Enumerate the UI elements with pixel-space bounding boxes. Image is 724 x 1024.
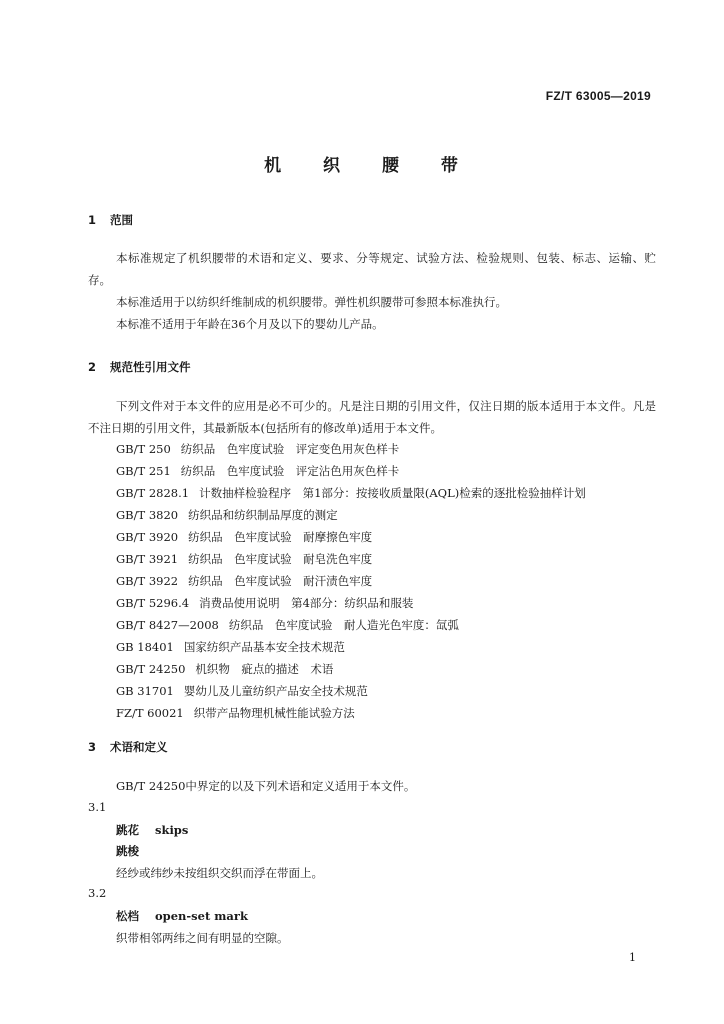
section-title: 规范性引用文件: [110, 360, 191, 374]
term-definition: 织带相邻两纬之间有明显的空隙。: [116, 931, 289, 945]
section-title: 术语和定义: [110, 740, 168, 754]
section-title: 范围: [110, 213, 133, 227]
reference-item: GB/T 5296.4 消费品使用说明 第4部分：纺织品和服装: [116, 596, 414, 610]
section-number: 1: [88, 213, 97, 227]
reference-item: GB 18401 国家纺织产品基本安全技术规范: [116, 640, 345, 654]
reference-item: GB/T 2828.1 计数抽样检验程序 第1部分：按接收质量限(AQL)检索的逐批检验抽样计划: [116, 486, 586, 500]
section-heading-scope: [88, 212, 133, 228]
standard-number: FZ/T 63005—2019: [545, 89, 651, 103]
reference-item: GB/T 3921 纺织品 色牢度试验 耐皂洗色牢度: [116, 552, 373, 566]
page-number: 1: [629, 951, 636, 964]
term-number: 3.2: [88, 886, 107, 900]
section-number: 2: [88, 360, 97, 374]
scope-paragraph-3: 本标准不适用于年龄在36个月及以下的婴幼儿产品。: [116, 317, 384, 331]
reference-item: GB/T 251 纺织品 色牢度试验 评定沾色用灰色样卡: [116, 464, 400, 478]
reference-item: GB/T 3920 纺织品 色牢度试验 耐摩擦色牢度: [116, 530, 373, 544]
terms-intro-paragraph: GB/T 24250中界定的以及下列术语和定义适用于本文件。: [116, 779, 416, 793]
term-definition: 经纱或纬纱未按组织交织而浮在带面上。: [116, 866, 323, 880]
scope-paragraph-2: 本标准适用于以纺织纤维制成的机织腰带。弹性机织腰带可参照本标准执行。: [116, 295, 507, 309]
reference-item: GB/T 250 纺织品 色牢度试验 评定变色用灰色样卡: [116, 442, 400, 456]
reference-item: GB/T 8427—2008 纺织品 色牢度试验 耐人造光色牢度：氙弧: [116, 618, 459, 632]
reference-item: GB/T 24250 机织物 疵点的描述 术语: [116, 662, 334, 676]
section-heading-refs: [88, 359, 191, 375]
term-heading: 松档 open-set mark: [116, 909, 248, 923]
term-alternate: 跳梭: [116, 844, 139, 858]
scope-paragraph-1: 本标准规定了机织腰带的术语和定义、要求、分等规定、试验方法、检验规则、包装、标志、运输、贮存。: [88, 251, 656, 287]
section-number: 3: [88, 740, 97, 754]
document-title: 机 织 腰 带: [264, 156, 476, 176]
term-heading: 跳花 skips: [116, 823, 189, 837]
term-number: 3.1: [88, 800, 107, 814]
reference-item: GB/T 3922 纺织品 色牢度试验 耐汗渍色牢度: [116, 574, 373, 588]
section-heading-terms: [88, 739, 168, 755]
reference-item: GB/T 3820 纺织品和纺织制品厚度的测定: [116, 508, 338, 522]
refs-intro-paragraph: 下列文件对于本文件的应用是必不可少的。凡是注日期的引用文件，仅注日期的版本适用于本文件。凡是不注日期的引用文件，其最新版本(包括所有的修改单)适用于本文件。: [88, 399, 656, 435]
reference-item: FZ/T 60021 织带产品物理机械性能试验方法: [116, 706, 355, 720]
reference-item: GB 31701 婴幼儿及儿童纺织产品安全技术规范: [116, 684, 368, 698]
